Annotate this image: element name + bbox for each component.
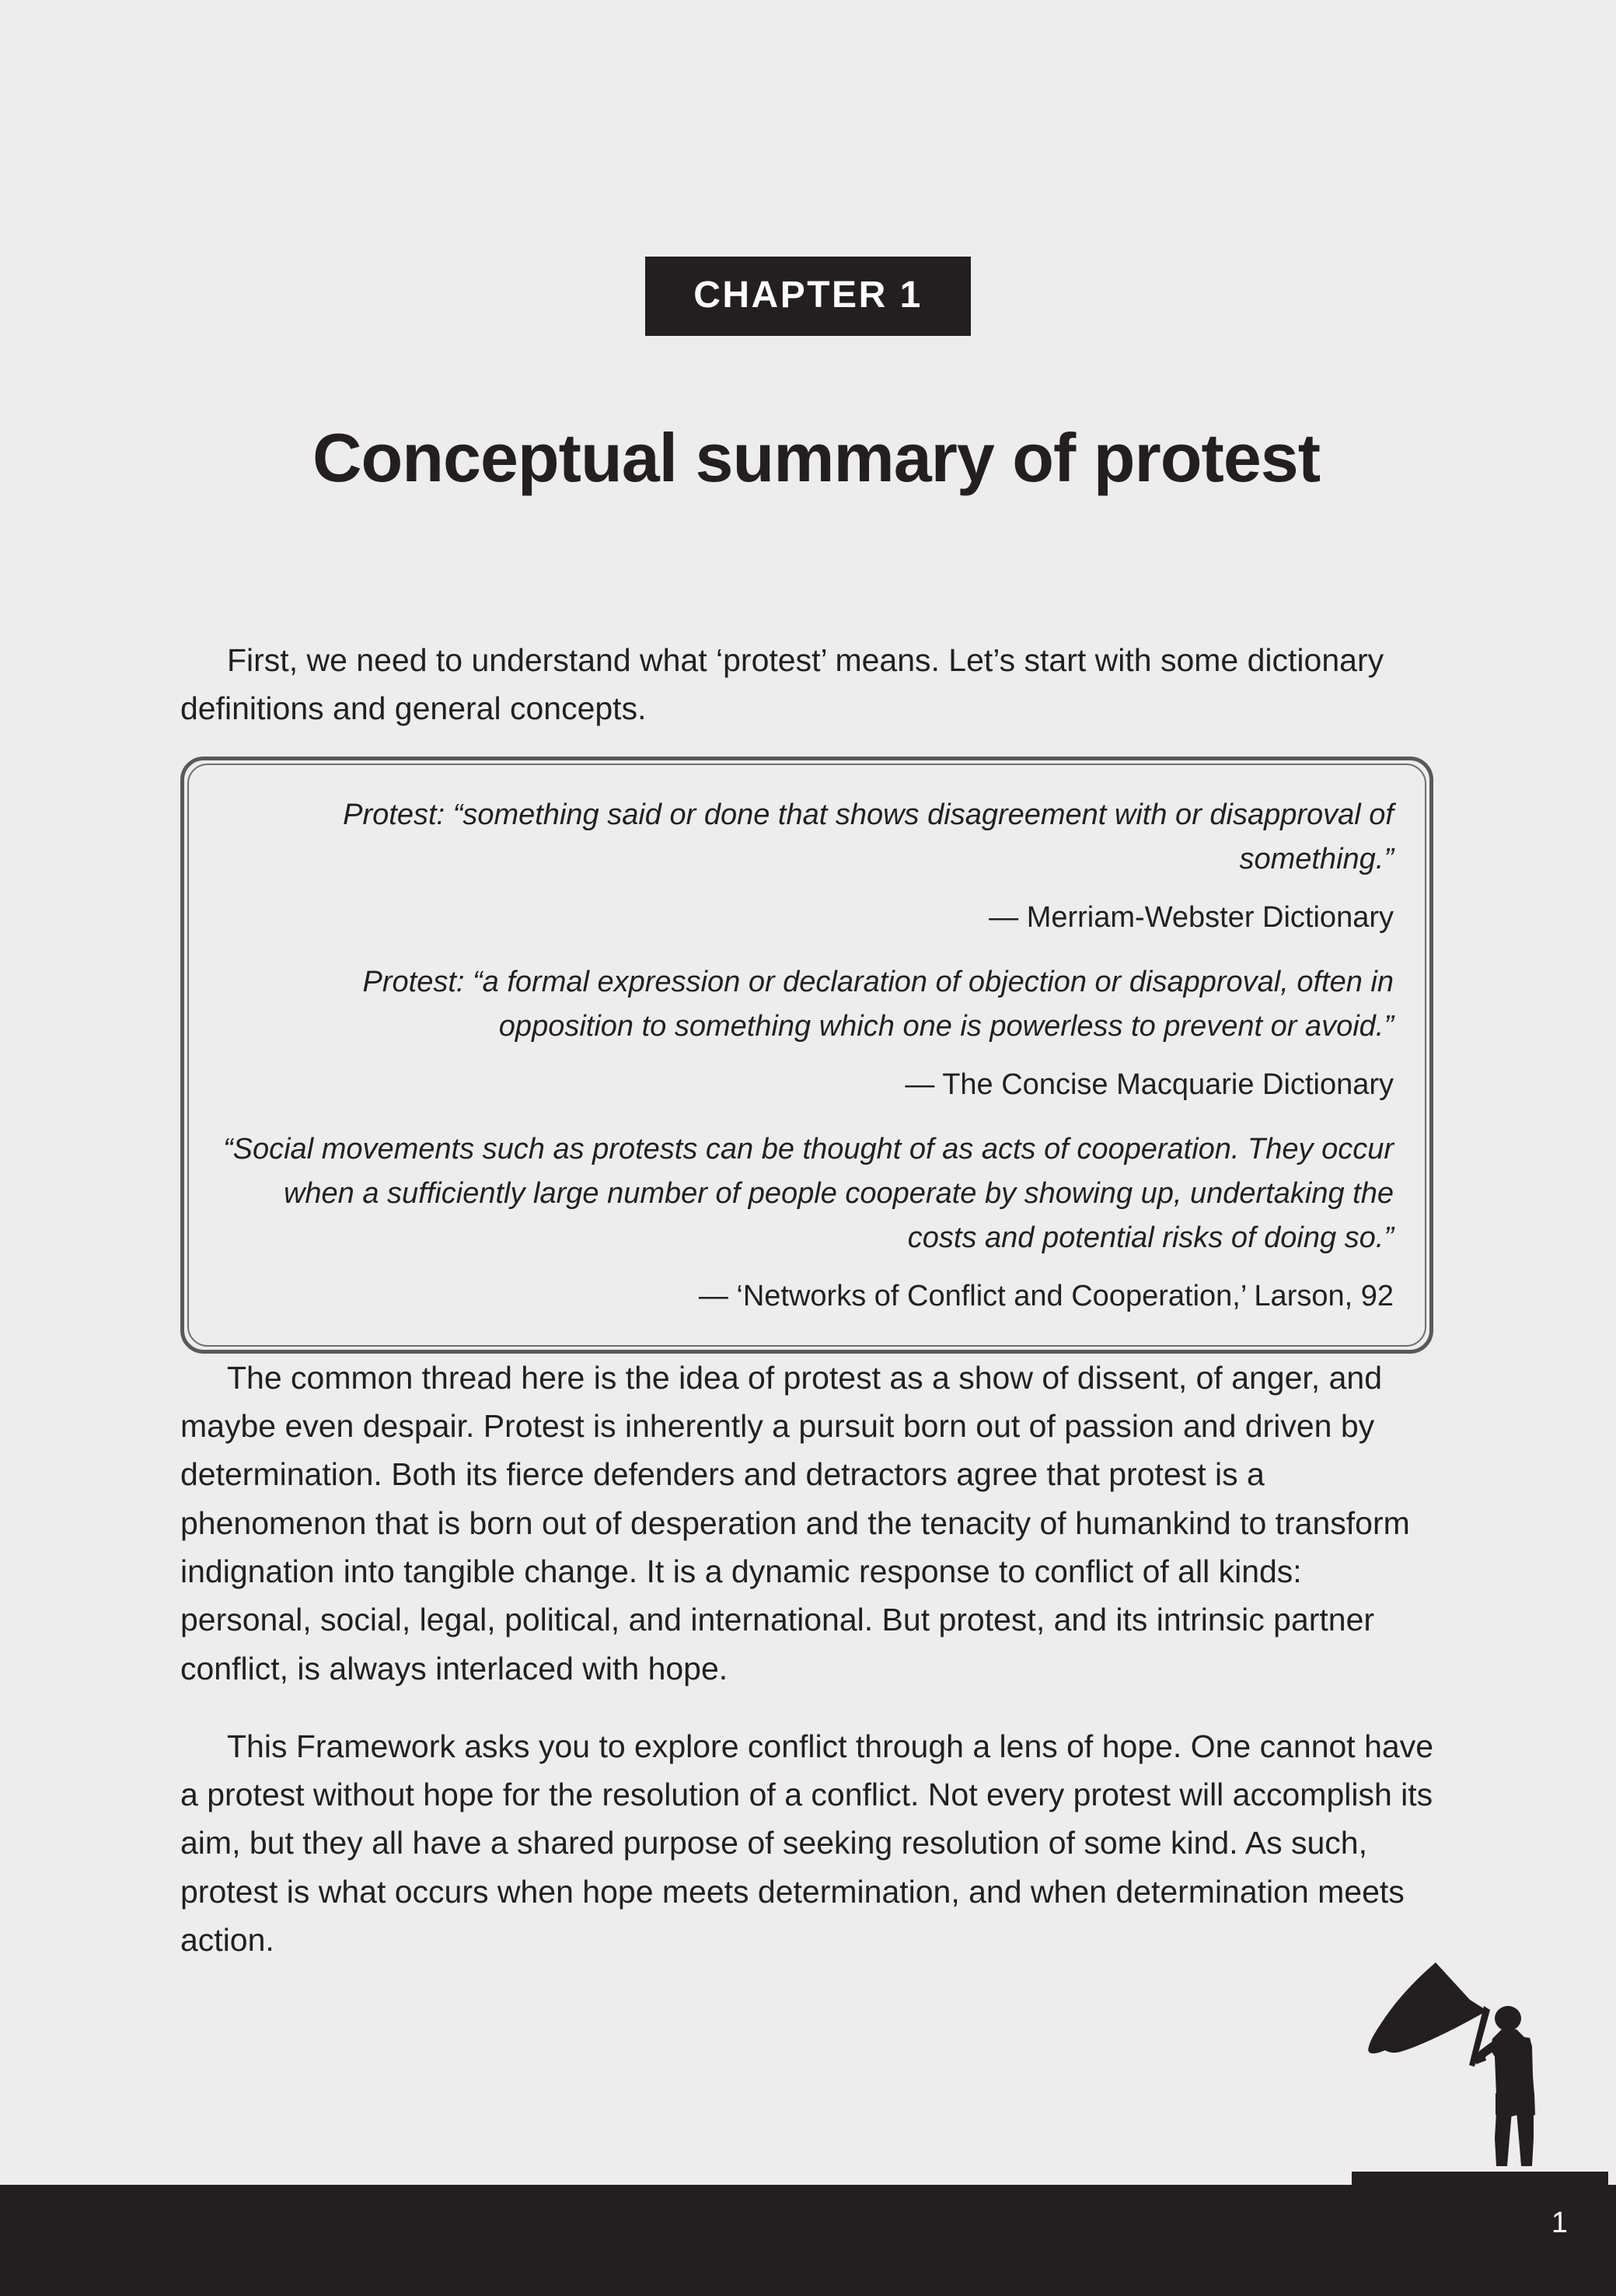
chapter-badge: CHAPTER 1	[645, 257, 971, 336]
document-content	[180, 636, 1433, 1964]
quote-item	[220, 793, 1394, 940]
intro-paragraph: First, we need to understand what ‘protest’ means. Let’s start with some dictionary definitions and general concepts.	[180, 642, 1384, 727]
page-number: 1	[1551, 2207, 1568, 2239]
protester-with-flag-icon	[1352, 1952, 1608, 2185]
quote-item	[220, 960, 1394, 1107]
quote-attribution: — ‘Networks of Conflict and Cooperation,’ Larson, 92	[698, 1279, 1394, 1312]
quote-text: “Social movements such as protests can be thought of as acts of cooperation. They occur when a sufficiently large number of people cooperate by showing up, undertaking the costs and potential risks of doing so.”	[222, 1132, 1394, 1254]
definitions-quote-box-inner	[187, 764, 1426, 1347]
quote-text: Protest: “a formal expression or declaration of objection or disapproval, often in opposition to something which one is powerless to prevent or avoid.”	[362, 965, 1394, 1043]
quote-text: Protest: “something said or done that shows disagreement with or disapproval of something.”	[343, 798, 1394, 875]
page-title: Conceptual summary of protest	[312, 418, 1321, 496]
body-paragraph-two: The common thread here is the idea of protest as a show of dissent, of anger, and maybe even despair. Protest is inherently a pursuit born out of passion and driven by determination. Both its fierce defenders and detractors agree that protest is a phenomenon that is born out of desperation and the tenacity of humankind to transform indignation into tangible change. It is a dynamic response to conflict of all kinds: personal, social, legal, political, and international. But protest, and its intrinsic partner conflict, is always interlaced with hope.	[180, 1359, 1410, 1686]
quote-item	[220, 1127, 1394, 1319]
page-footer	[0, 2185, 1616, 2296]
quote-attribution: — The Concise Macquarie Dictionary	[905, 1068, 1394, 1101]
quote-attribution: — Merriam-Webster Dictionary	[989, 900, 1394, 934]
body-paragraph-three: This Framework asks you to explore conflict through a lens of hope. One cannot have a protest without hope for the resolution of a conflict. Not every protest will accomplish its aim, but they all have a shared purpose of seeking resolution of some kind. As such, protest is what occurs when hope meets determination, and when determination meets action.	[180, 1728, 1433, 1959]
chapter-badge-container	[0, 257, 1616, 336]
definitions-quote-box	[180, 757, 1433, 1354]
